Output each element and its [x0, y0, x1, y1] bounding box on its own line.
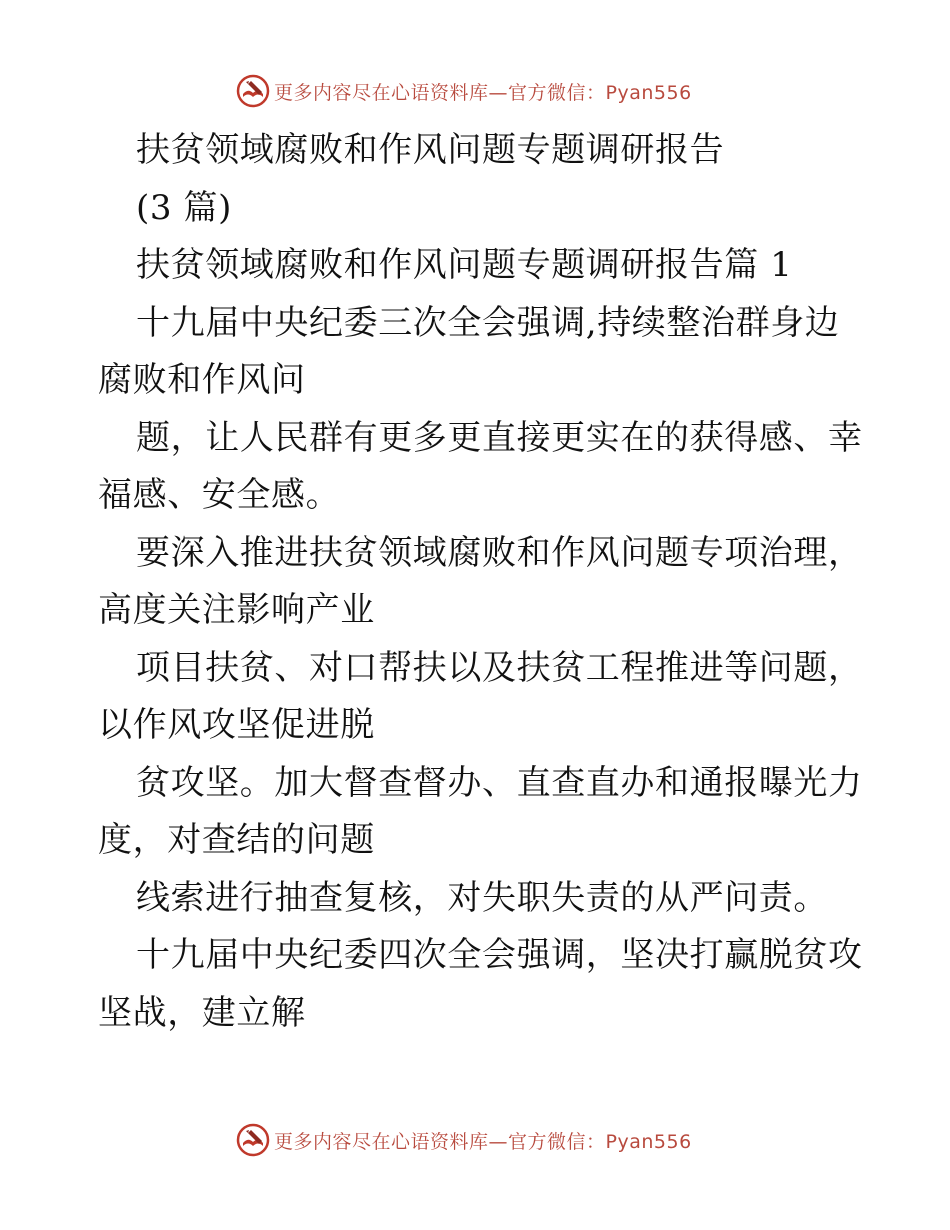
header-banner: [236, 73, 692, 109]
paragraph-line: 要深入推进扶贫领域腐败和作风问题专项治理，: [136, 532, 863, 573]
banner-text: 更多内容尽在心语资料库—官方微信：Pyan556: [274, 81, 692, 104]
section-heading: 扶贫领域腐败和作风问题专题调研报告篇 1: [136, 245, 793, 285]
paragraph-line: 福感、安全感。: [98, 475, 341, 515]
doc-subtitle: (3 篇): [136, 187, 232, 228]
footer-banner: [236, 1122, 692, 1158]
paragraph-line: 十九届中央纪委三次全会强调,持续整治群身边: [136, 302, 840, 343]
book-pen-logo-icon: [236, 74, 270, 108]
paragraph-line: 度，对查结的问题: [98, 820, 375, 860]
paragraph-line: 高度关注影响产业: [98, 590, 375, 630]
paragraph-line: 以作风攻坚促进脱: [98, 705, 375, 745]
paragraph-line: 题，让人民群有更多更直接更实在的获得感、幸: [136, 417, 863, 458]
paragraph-line: 十九届中央纪委四次全会强调，坚决打赢脱贫攻: [136, 935, 863, 975]
paragraph-line: 腐败和作风问: [98, 360, 306, 400]
document-body: [98, 122, 863, 1042]
paragraph-line: 贫攻坚。加大督查督办、直查直办和通报曝光力: [136, 762, 863, 803]
paragraph-line: 线索进行抽查复核，对失职失责的从严问责。: [136, 877, 828, 918]
paragraph-line: 项目扶贫、对口帮扶以及扶贫工程推进等问题，: [136, 647, 863, 688]
banner-text: 更多内容尽在心语资料库—官方微信：Pyan556: [274, 1130, 692, 1153]
paragraph-line: 坚战，建立解: [98, 992, 306, 1033]
doc-title: 扶贫领域腐败和作风问题专题调研报告: [136, 130, 725, 170]
book-pen-logo-icon: [236, 1123, 270, 1157]
